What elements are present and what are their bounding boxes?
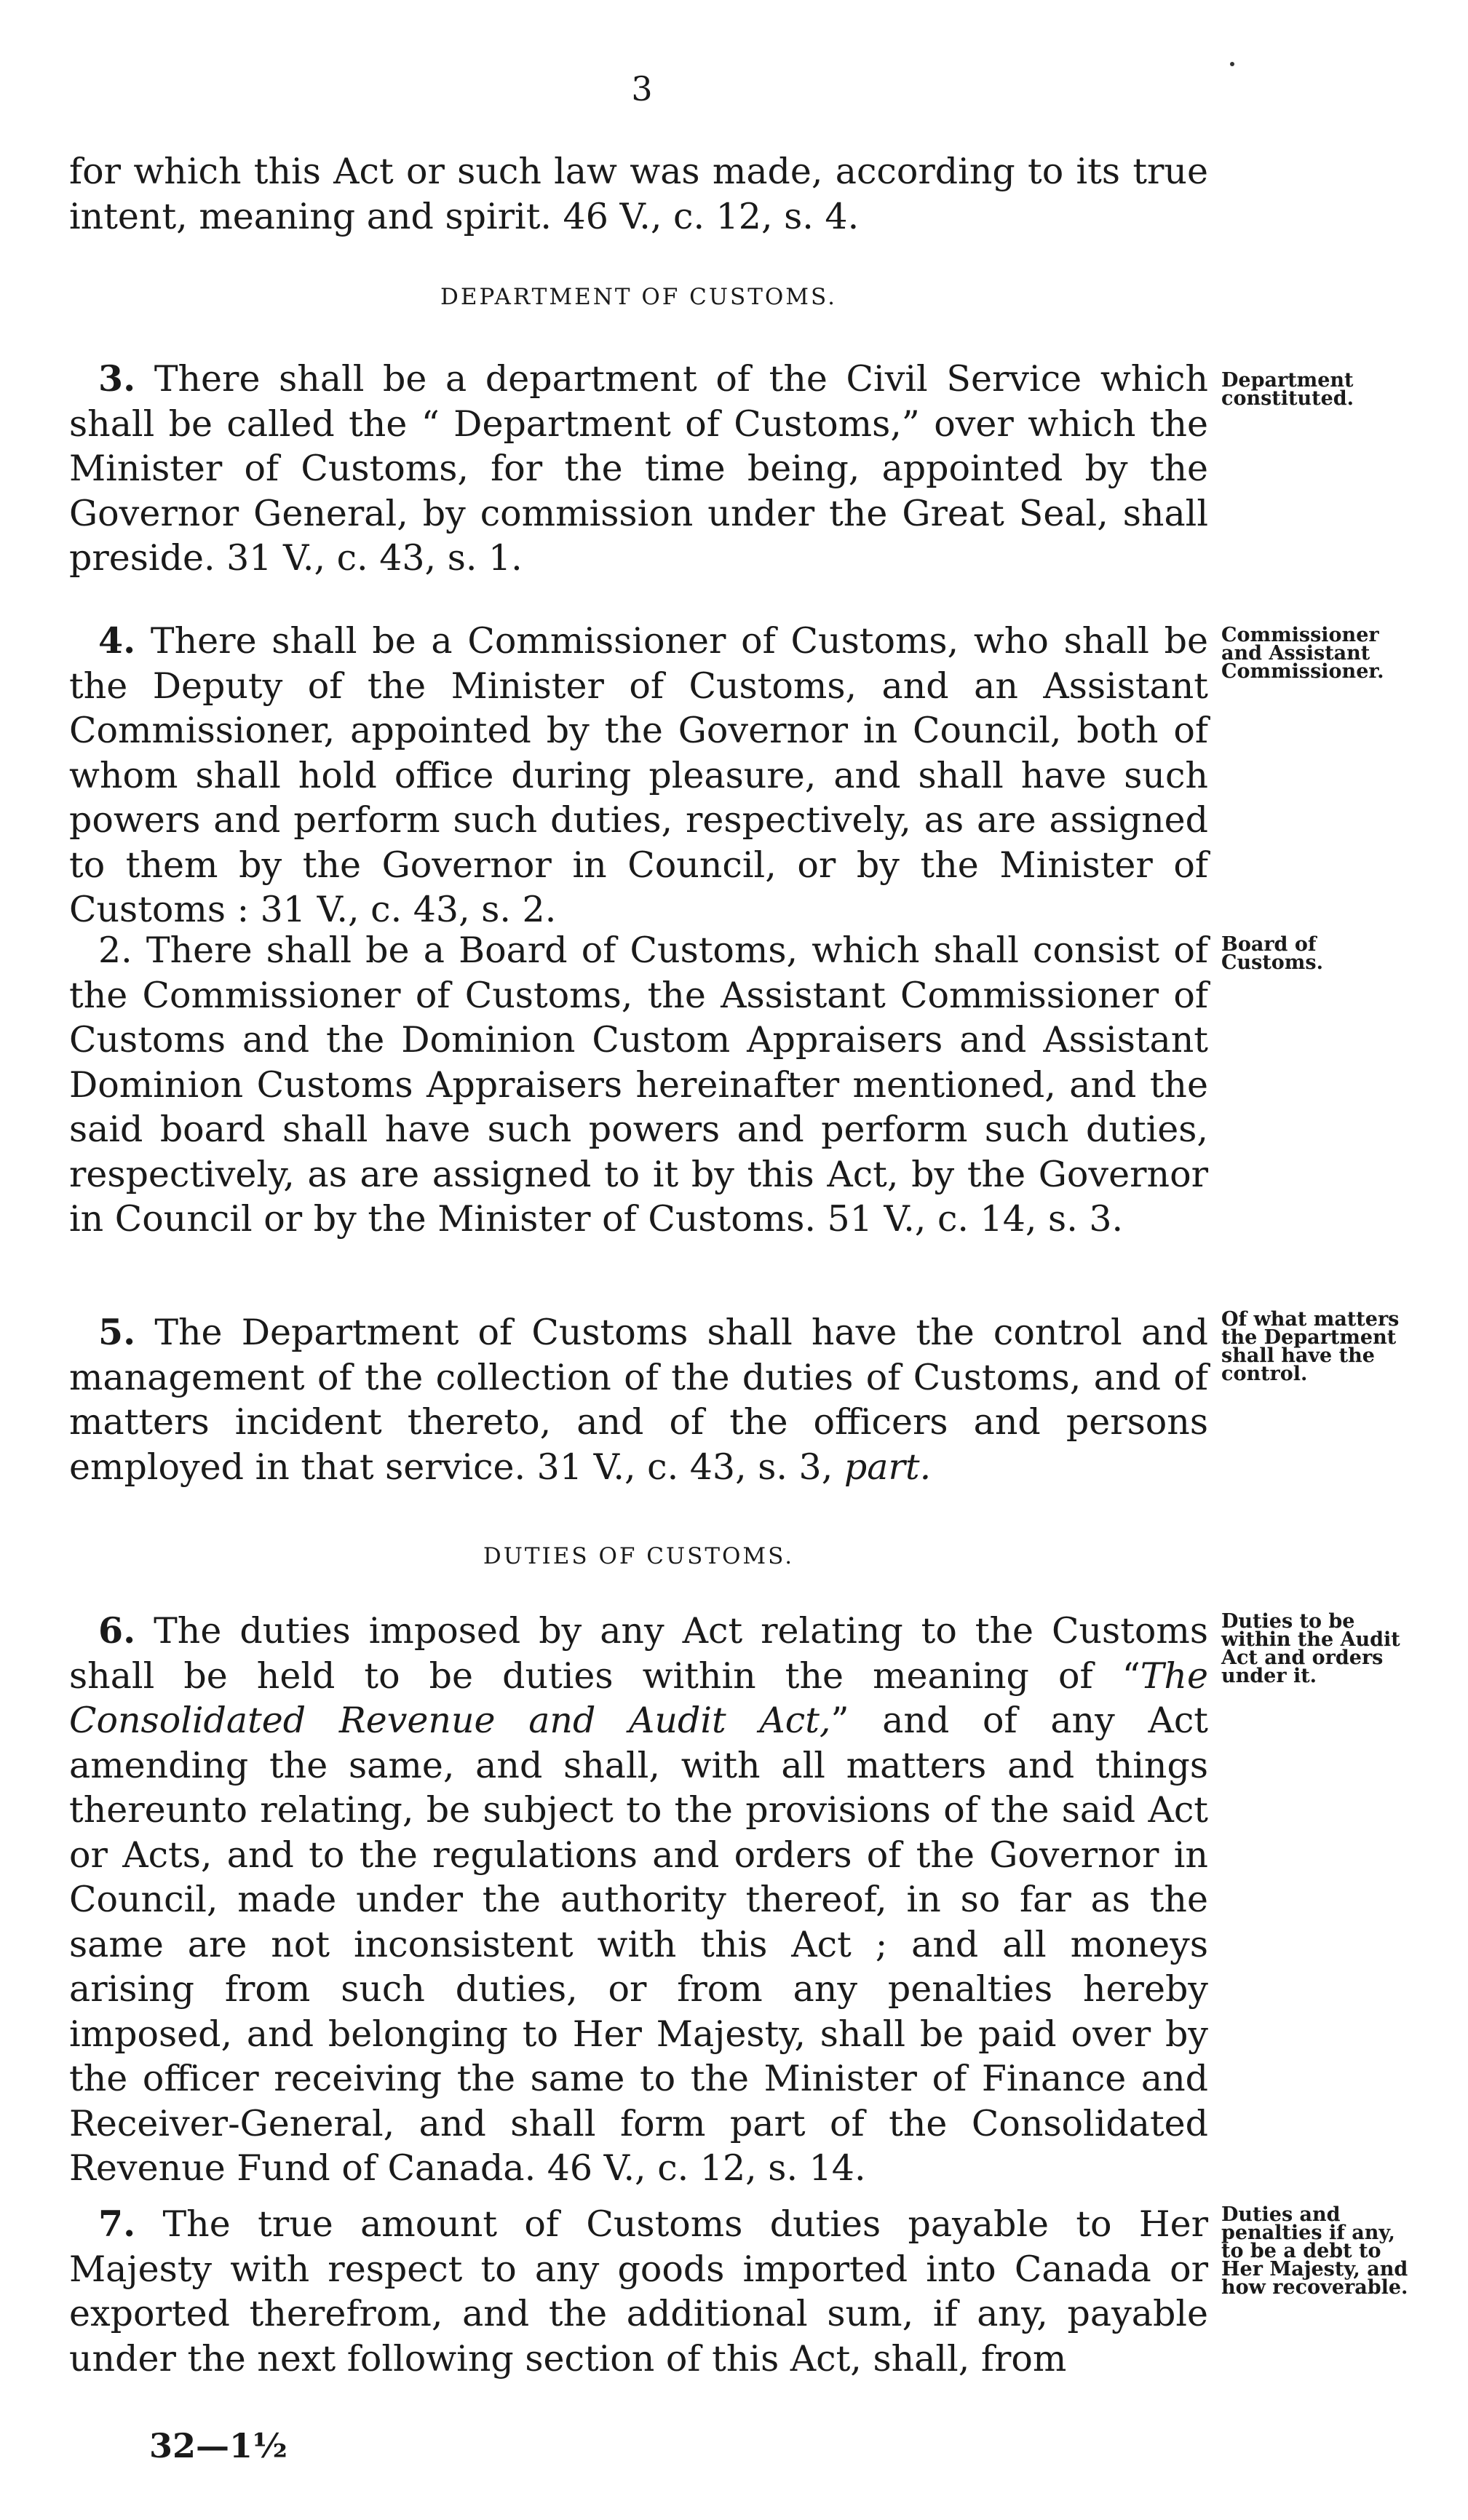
section-number: 3. — [98, 357, 136, 400]
margin-note-7: Duties and penalties if any, to be a debt to Her Majesty, and how recoverable. — [1221, 2203, 1408, 2299]
section-number: 6. — [98, 1609, 136, 1652]
heading-duties: DUTIES OF CUSTOMS. — [483, 1543, 795, 1569]
intro-text: for which this Act or such law was made, according to its true intent, meaning and spirit. 46 V., c. 12, s. 4. — [69, 151, 1208, 237]
section-text-cont: ” and of any Act amending the same, and shall, with all matters and things thereunto relating, be subject to the provisions of the said Act or Acts, and to the regulations and orders of the Governor in Council, made under the authority thereof, in so far as the same are not inconsistent with this Act ; and all moneys arising from such duties, or from any penalties hereby imposed, and belonging to Her Majesty, shall be paid over by the officer receiving the same to the Minister of Finance and Receiver-General, and shall form part of the Consolidated Revenue Fund of Canada. 46 V., c. 12, s. 14. — [69, 1700, 1208, 2189]
margin-note-5: Of what matters the Department shall have the control. — [1221, 1308, 1400, 1385]
section-text: 2. There shall be a Board of Customs, which shall consist of the Commissioner of Customs, the Assistant Commissioner of Customs and the Dominion Custom Appraisers and Assistant Dominion Customs Appraisers hereinafter mentioned, and the said board shall have such powers and perform such duties, respectively, as are assigned to it by this Act, by the Governor in Council or by the Minister of Customs. 51 V., c. 14, s. 3. — [69, 930, 1208, 1240]
section-text-italic: part. — [844, 1446, 932, 1488]
margin-note-4: Commissioner and Assistant Commissioner. — [1221, 624, 1384, 683]
section-text: The true amount of Customs duties payable to Her Majesty with respect to any goods imported into Canada or exported therefrom, and the additional sum, if any, payable under the next following section of this Act, shall, from — [69, 2203, 1209, 2380]
section-text: There shall be a department of the Civil Service which shall be called the “ Department of Customs,” over which the Minister of Customs, for the time being, appointed by the Governor General, by commission under the Great Seal, shall preside. 31 V., c. 43, s. 1. — [69, 358, 1208, 579]
section-number: 4. — [98, 619, 136, 662]
section-6 — [69, 1609, 1208, 2191]
act-title: The Consolidated Revenue and Audit Act, — [69, 1655, 1208, 1741]
heading-department: DEPARTMENT OF CUSTOMS. — [440, 284, 838, 310]
section-number: 7. — [98, 2203, 136, 2245]
margin-note-3: Department constituted. — [1221, 369, 1354, 410]
section-4-2 — [69, 928, 1208, 1242]
intro-paragraph — [69, 149, 1208, 239]
page-number: 3 — [631, 69, 653, 108]
section-text: There shall be a Commissioner of Customs, who shall be the Deputy of the Minister of Customs, and an Assistant Commissioner, appointed by the Governor in Council, both of whom shall hold office during pleasure, and shall have such powers and perform such duties, respectively, as are assigned to them by the Governor in Council, or by the Minister of Customs : 31 V., c. 43, s. 2. — [69, 620, 1208, 930]
margin-note-4-2: Board of Customs. — [1221, 933, 1323, 974]
section-5 — [69, 1310, 1208, 1489]
section-text: The Department of Customs shall have the control and management of the collection of the duties of Customs, and of matters incident thereto, and of the officers and persons employed in that service. 31 V., c. 43, s. 3, — [69, 1312, 1208, 1488]
section-7 — [69, 2202, 1208, 2381]
section-number: 5. — [98, 1311, 136, 1353]
speck-mark — [1230, 62, 1234, 66]
section-3 — [69, 357, 1208, 581]
signature-mark: 32—1½ — [149, 2426, 287, 2465]
section-text: The duties imposed by any Act relating to the Customs shall be held to be duties within the meaning of “ — [69, 1610, 1208, 1697]
section-4 — [69, 619, 1208, 932]
margin-note-6: Duties to be within the Audit Act and orders under it. — [1221, 1610, 1400, 1687]
